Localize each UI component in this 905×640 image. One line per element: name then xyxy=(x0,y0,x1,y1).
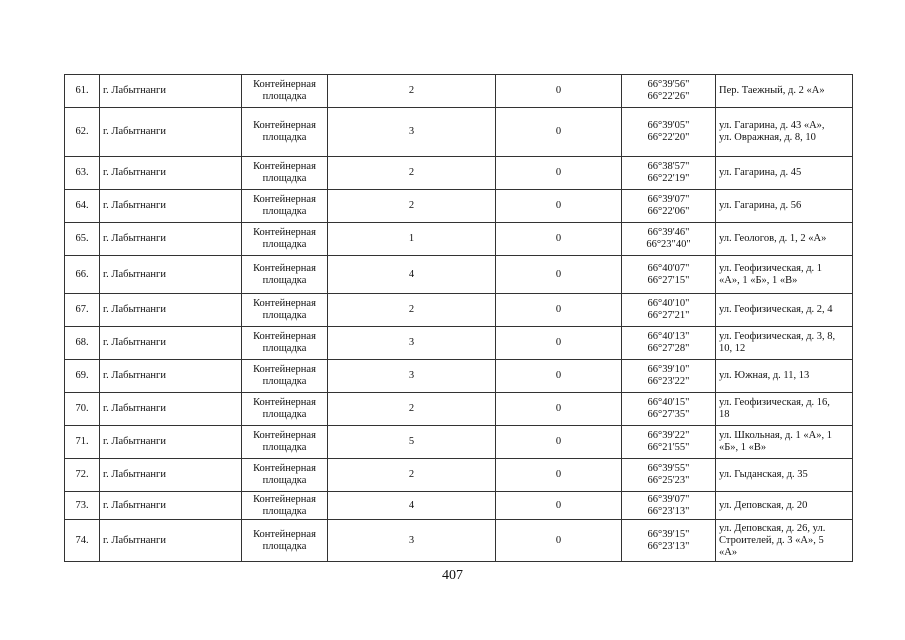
container-count-cell: 4 xyxy=(328,256,496,294)
table-row xyxy=(65,75,853,108)
site-type-cell: Контейнерная площадка xyxy=(242,426,328,459)
locality-cell: г. Лабытнанги xyxy=(100,157,242,190)
zero-value-cell: 0 xyxy=(496,459,622,492)
container-count-cell: 2 xyxy=(328,294,496,327)
document-page xyxy=(64,74,853,562)
zero-value-cell: 0 xyxy=(496,294,622,327)
site-type-cell: Контейнерная площадка xyxy=(242,393,328,426)
coordinates-cell: 66°40'13" 66°27'28" xyxy=(622,327,716,360)
table-row xyxy=(65,327,853,360)
locality-cell: г. Лабытнанги xyxy=(100,360,242,393)
zero-value-cell: 0 xyxy=(496,393,622,426)
row-number: 65. xyxy=(65,223,100,256)
page-number: 407 xyxy=(442,568,463,583)
coordinates-cell: 66°40'07" 66°27'15" xyxy=(622,256,716,294)
coordinates-cell: 66°40'15" 66°27'35" xyxy=(622,393,716,426)
locality-cell: г. Лабытнанги xyxy=(100,256,242,294)
coordinates-cell: 66°38'57" 66°22'19" xyxy=(622,157,716,190)
site-type-cell: Контейнерная площадка xyxy=(242,360,328,393)
address-cell: ул. Гагарина, д. 43 «А», ул. Овражная, д. 8, 10 xyxy=(716,108,853,157)
site-type-cell: Контейнерная площадка xyxy=(242,75,328,108)
site-type-cell: Контейнерная площадка xyxy=(242,294,328,327)
locality-cell: г. Лабытнанги xyxy=(100,492,242,520)
container-count-cell: 5 xyxy=(328,426,496,459)
coordinates-cell: 66°39'22" 66°21'55" xyxy=(622,426,716,459)
address-cell: ул. Геологов, д. 1, 2 «А» xyxy=(716,223,853,256)
table-row xyxy=(65,426,853,459)
coordinates-cell: 66°39'07" 66°22'06" xyxy=(622,190,716,223)
address-cell: ул. Южная, д. 11, 13 xyxy=(716,360,853,393)
table-row xyxy=(65,256,853,294)
locality-cell: г. Лабытнанги xyxy=(100,520,242,562)
locality-cell: г. Лабытнанги xyxy=(100,294,242,327)
table-row xyxy=(65,223,853,256)
site-type-cell: Контейнерная площадка xyxy=(242,520,328,562)
coordinates-cell: 66°39'15" 66°23'13" xyxy=(622,520,716,562)
row-number: 68. xyxy=(65,327,100,360)
row-number: 69. xyxy=(65,360,100,393)
address-cell: ул. Деповская, д. 20 xyxy=(716,492,853,520)
locality-cell: г. Лабытнанги xyxy=(100,459,242,492)
locality-cell: г. Лабытнанги xyxy=(100,190,242,223)
zero-value-cell: 0 xyxy=(496,327,622,360)
row-number: 73. xyxy=(65,492,100,520)
container-count-cell: 2 xyxy=(328,190,496,223)
site-type-cell: Контейнерная площадка xyxy=(242,256,328,294)
container-count-cell: 2 xyxy=(328,393,496,426)
coordinates-cell: 66°39'55" 66°25'23" xyxy=(622,459,716,492)
container-sites-table xyxy=(64,74,853,562)
locality-cell: г. Лабытнанги xyxy=(100,75,242,108)
site-type-cell: Контейнерная площадка xyxy=(242,459,328,492)
row-number: 66. xyxy=(65,256,100,294)
address-cell: ул. Геофизическая, д. 3, 8, 10, 12 xyxy=(716,327,853,360)
table-body xyxy=(65,75,853,562)
site-type-cell: Контейнерная площадка xyxy=(242,157,328,190)
locality-cell: г. Лабытнанги xyxy=(100,223,242,256)
coordinates-cell: 66°39'46" 66°23"40" xyxy=(622,223,716,256)
table-row xyxy=(65,157,853,190)
address-cell: ул. Геофизическая, д. 1 «А», 1 «Б», 1 «В» xyxy=(716,256,853,294)
locality-cell: г. Лабытнанги xyxy=(100,327,242,360)
zero-value-cell: 0 xyxy=(496,190,622,223)
address-cell: ул. Геофизическая, д. 16, 18 xyxy=(716,393,853,426)
table-row xyxy=(65,294,853,327)
table-row xyxy=(65,520,853,562)
site-type-cell: Контейнерная площадка xyxy=(242,223,328,256)
address-cell: ул. Гагарина, д. 56 xyxy=(716,190,853,223)
row-number: 74. xyxy=(65,520,100,562)
row-number: 71. xyxy=(65,426,100,459)
container-count-cell: 2 xyxy=(328,75,496,108)
table-row xyxy=(65,393,853,426)
address-cell: ул. Деповская, д. 26, ул. Строителей, д. 3 «А», 5 «А» xyxy=(716,520,853,562)
coordinates-cell: 66°39'05" 66°22'20" xyxy=(622,108,716,157)
row-number: 70. xyxy=(65,393,100,426)
zero-value-cell: 0 xyxy=(496,75,622,108)
container-count-cell: 3 xyxy=(328,520,496,562)
site-type-cell: Контейнерная площадка xyxy=(242,190,328,223)
row-number: 61. xyxy=(65,75,100,108)
container-count-cell: 3 xyxy=(328,360,496,393)
container-count-cell: 3 xyxy=(328,108,496,157)
row-number: 72. xyxy=(65,459,100,492)
coordinates-cell: 66°39'56" 66°22'26" xyxy=(622,75,716,108)
container-count-cell: 3 xyxy=(328,327,496,360)
site-type-cell: Контейнерная площадка xyxy=(242,492,328,520)
zero-value-cell: 0 xyxy=(496,492,622,520)
address-cell: Пер. Таежный, д. 2 «А» xyxy=(716,75,853,108)
zero-value-cell: 0 xyxy=(496,360,622,393)
table-row xyxy=(65,190,853,223)
address-cell: ул. Гыданская, д. 35 xyxy=(716,459,853,492)
row-number: 63. xyxy=(65,157,100,190)
address-cell: ул. Школьная, д. 1 «А», 1 «Б», 1 «В» xyxy=(716,426,853,459)
table-row xyxy=(65,108,853,157)
container-count-cell: 1 xyxy=(328,223,496,256)
table-row xyxy=(65,459,853,492)
coordinates-cell: 66°39'07" 66°23'13" xyxy=(622,492,716,520)
zero-value-cell: 0 xyxy=(496,256,622,294)
row-number: 64. xyxy=(65,190,100,223)
container-count-cell: 2 xyxy=(328,459,496,492)
site-type-cell: Контейнерная площадка xyxy=(242,108,328,157)
address-cell: ул. Геофизическая, д. 2, 4 xyxy=(716,294,853,327)
table-row xyxy=(65,360,853,393)
container-count-cell: 2 xyxy=(328,157,496,190)
coordinates-cell: 66°40'10" 66°27'21" xyxy=(622,294,716,327)
table-row xyxy=(65,492,853,520)
site-type-cell: Контейнерная площадка xyxy=(242,327,328,360)
locality-cell: г. Лабытнанги xyxy=(100,393,242,426)
zero-value-cell: 0 xyxy=(496,426,622,459)
locality-cell: г. Лабытнанги xyxy=(100,426,242,459)
zero-value-cell: 0 xyxy=(496,223,622,256)
address-cell: ул. Гагарина, д. 45 xyxy=(716,157,853,190)
container-count-cell: 4 xyxy=(328,492,496,520)
row-number: 62. xyxy=(65,108,100,157)
row-number: 67. xyxy=(65,294,100,327)
zero-value-cell: 0 xyxy=(496,520,622,562)
coordinates-cell: 66°39'10" 66°23'22" xyxy=(622,360,716,393)
locality-cell: г. Лабытнанги xyxy=(100,108,242,157)
zero-value-cell: 0 xyxy=(496,108,622,157)
zero-value-cell: 0 xyxy=(496,157,622,190)
